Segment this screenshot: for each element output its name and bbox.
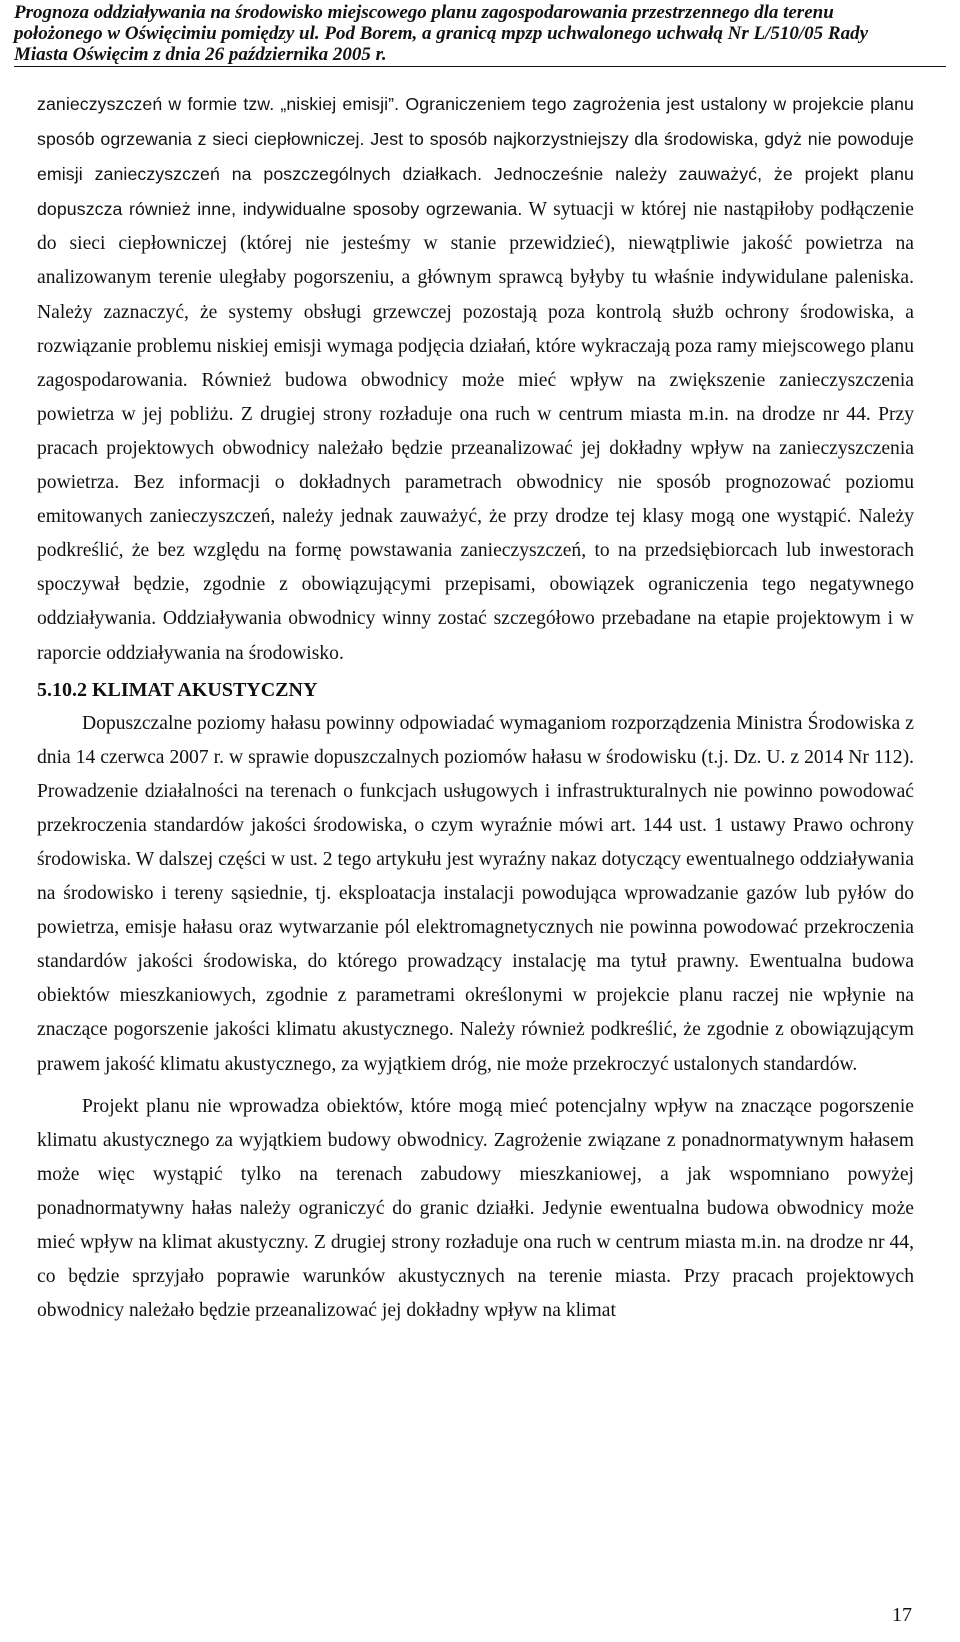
paragraph-acoustic-project: Projekt planu nie wprowadza obiektów, które mogą mieć potencjalny wpływ na znaczące pogorszenie klimatu akustycznego za wyjątkiem budowy obwodnicy. Zagrożenie związane z ponadnormatywnym hałasem może więc wystąpić tylko na terenach zabudowy mieszkaniowej, a jak wspomniano powyżej ponadnormatywny hałas należy ograniczyć do granic działki. Jedynie ewentualna budowa obwodnicy może mieć wpływ na klimat akustyczny. Z drugiej strony rozładuje ona ruch w centrum miasta m.in. na drodze nr 44, co będzie sprzyjało poprawie warunków akustycznych na terenie miasta. Przy pracach projektowych obwodnicy należało będzie przeanalizować jej dokładny wpływ na klimat	[37, 1095, 914, 1322]
paragraph-emissions-serif-part: W sytuacji w której nie nastąpiłoby podłączenie do sieci ciepłowniczej (której nie jesteśmy w stanie przewidzieć), niewątpliwie jakość powietrza na analizowanym terenie uległaby pogorszeniu, a głównym sprawcą byłyby tu właśnie indywidulane paleniska. Należy zaznaczyć, że systemy obsługi grzewczej pozostają poza kontrolą służb ochrony środowiska, a rozwiązanie problemu niskiej emisji wymaga podjęcia działań, które wykraczają poza ramy miejscowego planu zagospodarowania. Również budowa obwodnicy może mieć wpływ na zwiększenie zanieczyszczenia powietrza w jej pobliżu. Z drugiej strony rozładuje ona ruch w centrum miasta m.in. na drodze nr 44. Przy pracach projektowych obwodnicy należało będzie przeanalizować jej dokładny wpływ na zanieczyszczenia powietrza. Bez informacji o dokładnych parametrach obwodnicy nie sposób prognozować poziomu emitowanych zanieczyszczeń, należy jednak zauważyć, że przy drodze tej klasy mogą one wystąpić. Należy podkreślić, że bez względu na formę powstawania zanieczyszczeń, to na przedsiębiorcach lub inwestorach spoczywał będzie, zgodnie z obowiązującymi przepisami, obowiązek ograniczenia tego negatywnego oddziaływania. Oddziaływania obwodnicy winny zostać szczegółowo przebadane na etapie projektowym i w raporcie oddziaływania na środowisko.	[37, 199, 914, 664]
page-number: 17	[892, 1604, 912, 1626]
running-header	[0, 0, 960, 78]
header-line-2: położonego w Oświęcimiu pomiędzy ul. Pod Borem, a granicą mpzp uchwalonego uchwałą Nr L/510/05 Rady	[14, 23, 868, 44]
paragraph-acoustic-regulations: Dopuszczalne poziomy hałasu powinny odpowiadać wymaganiom rozporządzenia Ministra Środowiska z dnia 14 czerwca 2007 r. w sprawie dopuszczalnych poziomów hałasu w środowisku (t.j. Dz. U. z 2014 Nr 112). Prowadzenie działalności na terenach o funkcjach usługowych i infrastrukturalnych nie powinno powodować przekroczenia standardów jakości środowiska, o czym wyraźnie mówi art. 144 ust. 1 ustawy Prawo ochrony środowiska. W dalszej części w ust. 2 tego artykułu jest wyraźny nakaz dotyczący ewentualnego oddziaływania na środowisko i tereny sąsiednie, tj. eksploatacja instalacji powodująca wprowadzanie gazów lub pyłów do powietrza, emisje hałasu oraz wytwarzanie pól elektromagnetycznych nie powinna powodować przekroczenia standardów jakości środowiska, do którego prowadzący instalację ma tytuł prawny. Ewentualna budowa obiektów mieszkaniowych, zgodnie z parametrami określonymi w projekcie planu raczej nie wpłynie na znaczące pogorszenie jakości klimatu akustycznego. Należy również podkreślić, że zgodnie z obowiązującym prawem jakość klimatu akustycznego, za wyjątkiem dróg, nie może przekroczyć ustalonych standardów.	[37, 712, 914, 1075]
header-line-3: Miasta Oświęcim z dnia 26 października 2005 r.	[14, 44, 387, 65]
header-divider	[14, 66, 946, 67]
paragraph-emissions-sans-part: zanieczyszczeń w formie tzw. „niskiej emisji”. Ograniczeniem tego zagrożenia jest ustalony w projekcie planu sposób ogrzewania z sieci ciepłowniczej. Jest to sposób najkorzystniejszy dla środowiska, gdyż nie powoduje emisji zanieczyszczeń na poszczególnych działkach. Jednocześnie należy zauważyć, że projekt planu dopuszcza również inne, indywidualne sposoby ogrzewania.	[37, 94, 914, 220]
paragraph-emissions	[37, 87, 914, 671]
section-heading: 5.10.2 KLIMAT AKUSTYCZNY	[37, 678, 318, 701]
header-title	[14, 2, 946, 65]
header-line-1: Prognoza oddziaływania na środowisko miejscowego planu zagospodarowania przestrzennego dla terenu	[14, 2, 834, 23]
document-body	[37, 87, 914, 1328]
